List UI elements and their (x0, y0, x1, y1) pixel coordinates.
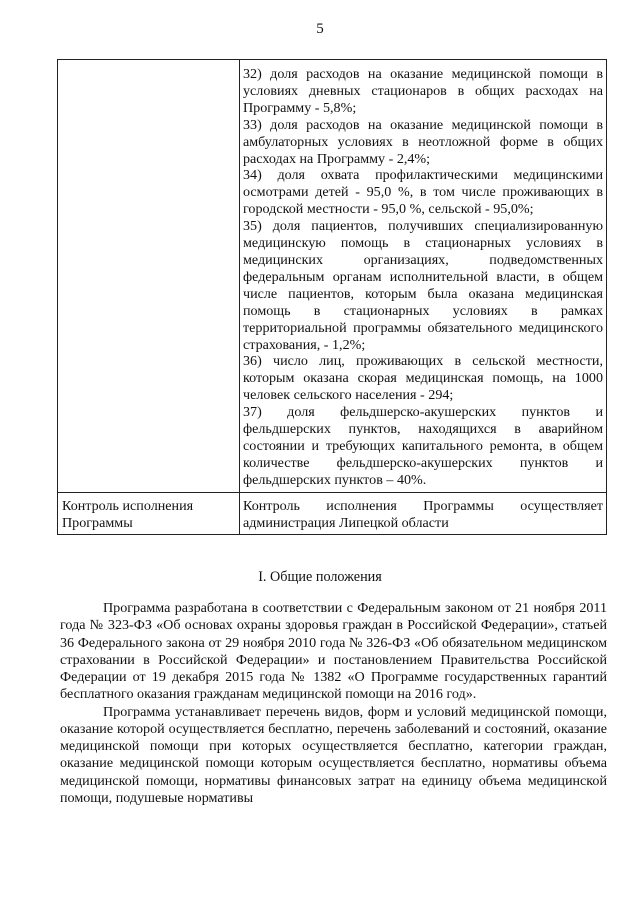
indicators-cell (240, 60, 607, 493)
indicator-item: 32) доля расходов на оказание медицинской помощи в условиях дневных стационаров в общих расходах на Программу - 5,8%; (243, 66, 603, 116)
indicator-item: 35) доля пациентов, получивших специализированную медицинскую помощь в стационарных условиях в медицинских организациях, подведомственных федеральным органам исполнительной власти, в общем числе пациентов, которым была оказана медицинская помощь в стационарных условиях в рамках территориальной программы обязательного медицинского страхования, - 1,2%; (243, 218, 603, 353)
table-row (58, 60, 607, 493)
page-number: 5 (316, 21, 324, 37)
indicator-item: 33) доля расходов на оказание медицинской помощи в амбулаторных условиях в неотложной форме в общих расходах на Программу - 2,4%; (243, 116, 603, 167)
indicator-item: 34) доля охвата профилактическими медицинскими осмотрами детей - 95,0 %, в том числе проживающих в городской местности - 95,0 %, сельской - 95,0%; (243, 167, 603, 218)
body-text (60, 600, 607, 807)
table-cell-left-empty (58, 60, 240, 493)
indicator-item: 36) число лиц, проживающих в сельской местности, которым оказана скорая медицинская помощь, на 1000 человек сельского населения - 294; (243, 353, 603, 404)
control-label: Контроль исполнения Программы (58, 492, 240, 535)
indicator-item: 37) доля фельдшерско-акушерских пунктов и фельдшерских пунктов, находящихся в аварийном состоянии и требующих капитального ремонта, в общем количестве фельдшерско-акушерских пунктов и фельдшерских пунктов – 40%. (243, 404, 603, 488)
paragraph: Программа устанавливает перечень видов, форм и условий медицинской помощи, оказание которой осуществляется бесплатно, перечень заболеваний и состояний, оказание медицинской помощи при которых осуществляется бесплатно, категории граждан, оказание медицинской помощи которым осуществляется бесплатно, нормативы объема медицинской помощи, нормативы финансовых затрат на единицу объема медицинской помощи, подушевые нормативы (60, 703, 607, 806)
control-text: Контроль исполнения Программы осуществляет администрация Липецкой области (240, 492, 607, 535)
program-passport-table (57, 59, 607, 535)
section-title: I. Общие положения (258, 569, 382, 585)
table-row (58, 492, 607, 535)
paragraph: Программа разработана в соответствии с Федеральным законом от 21 ноября 2011 года № 323-ФЗ «Об основах охраны здоровья граждан в Российской Федерации», статьей 36 Федерального закона от 29 ноября 2010 года № 326-ФЗ «Об обязательном медицинском страховании в Российской Федерации» и постановлением Правительства Российской Федерации от 19 декабря 2015 года № 1382 «О Программе государственных гарантий бесплатного оказания гражданам медицинской помощи на 2016 год». (60, 600, 607, 703)
